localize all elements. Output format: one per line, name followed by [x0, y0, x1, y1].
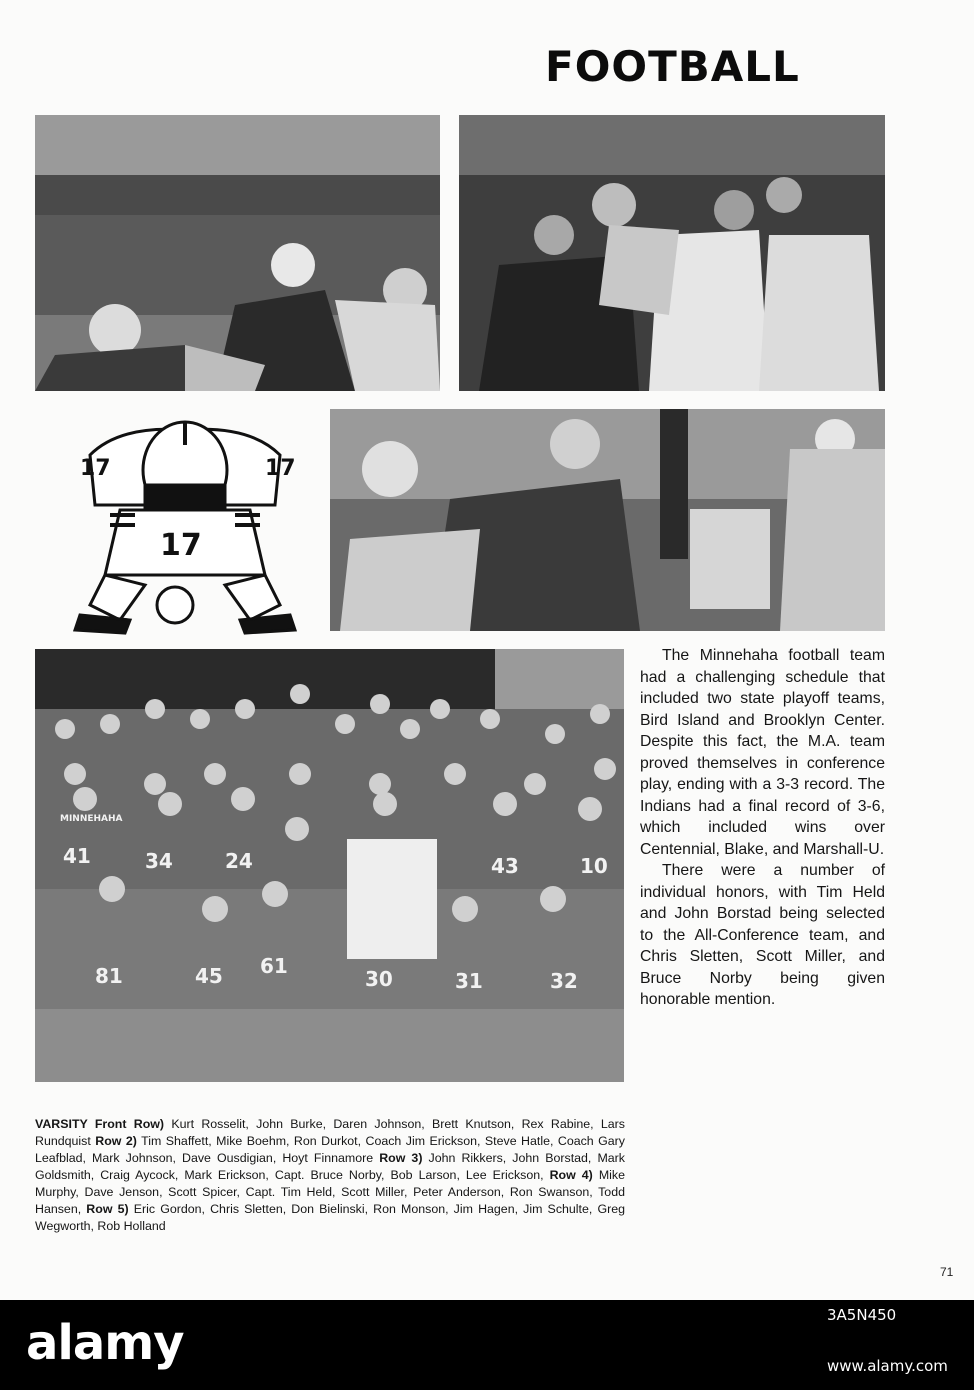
team-jersey-number: 45 [195, 964, 223, 988]
drawing-jersey-number-left: 17 [80, 456, 111, 481]
article-paragraph: The Minnehaha football team had a challenging schedule that included two state playoff teams, Bird Island and Brooklyn Center. Despite this fact, the M.A. team proved themselves in conference play, ending with a 3-3 record. The Indians had a final record of 3-6, which included wins over Centennial, Blake, and Marshall-U. [640, 647, 885, 858]
sideline-coaches-illustration [459, 115, 885, 391]
team-jersey-lettering: MINNEHAHA [60, 814, 123, 824]
caption-row-names: Tim Shaffett, Mike Boehm, Ron Durkot, Coach Jim Erickson, Steve Hatle, Coach Gary Leafblad, Mark Johnson, Dave Ousdigian, Hoyt Finnamore [35, 1134, 625, 1165]
team-jersey-number: 31 [455, 969, 483, 993]
team-photo-caption [35, 1116, 625, 1235]
football-lineman-drawing [50, 415, 320, 640]
drawing-jersey-number-right: 17 [265, 456, 296, 481]
team-jersey-number: 30 [365, 967, 393, 991]
article-paragraph: There were a number of individual honors, with Tim Held and John Borstad being selected to the All-Conference team, and Chris Sletten, Scott Miller, and Bruce Norby being given honorable mention. [640, 862, 885, 1008]
caption-row-label: Row 2) [95, 1134, 137, 1148]
page-number: 71 [940, 1265, 954, 1279]
team-jersey-number: 34 [145, 849, 173, 873]
watermark-logo: alamy [26, 1315, 184, 1371]
drawing-jersey-number-chest: 17 [160, 528, 202, 563]
caption-row-names: Kurt Rosselit, John Burke, Daren Johnson, Brett Knutson, Rex Rabine, Lars Rundquist [35, 1117, 625, 1148]
caption-row-label: Row 4) [549, 1168, 593, 1182]
varsity-team-photo [35, 649, 624, 1082]
team-jersey-number: 43 [491, 854, 519, 878]
team-jersey-number: 81 [95, 964, 123, 988]
line-play-pileup-photo [330, 409, 885, 631]
team-jersey-number: 41 [63, 844, 91, 868]
team-jersey-number: 32 [550, 969, 578, 993]
page-title: FOOTBALL [545, 42, 800, 91]
team-jersey-number: 24 [225, 849, 253, 873]
caption-row-label: Row 5) [86, 1202, 129, 1216]
watermark-image-id: 3A5N450 [827, 1306, 897, 1324]
game-action-tackle-photo [35, 115, 440, 391]
caption-row-label: Row 3) [379, 1151, 423, 1165]
team-jersey-number: 61 [260, 954, 288, 978]
article-body [640, 645, 885, 1011]
watermark-site: www.alamy.com [827, 1357, 948, 1375]
caption-row-names: Eric Gordon, Chris Sletten, Don Bielinski, Ron Monson, Jim Hagen, Jim Schulte, Greg Wegworth, Rob Holland [35, 1202, 626, 1233]
caption-row-names: John Rikkers, John Borstad, Mark Goldsmith, Craig Aycock, Mark Erickson, Capt. Bruce Norby, Bob Larson, Lee Erickson, [35, 1151, 625, 1182]
team-jersey-layer [35, 649, 624, 1082]
caption-row-names: Mike Murphy, Dave Jenson, Scott Spicer, Capt. Tim Held, Scott Miller, Peter Anderson, Ron Swanson, Todd Hansen, [35, 1168, 625, 1216]
line-play-pileup-illustration [330, 409, 885, 631]
sideline-coaches-photo [459, 115, 885, 391]
caption-row-label: VARSITY Front Row) [35, 1117, 165, 1131]
team-jersey-number: 10 [580, 854, 608, 878]
game-action-tackle-illustration [35, 115, 440, 391]
